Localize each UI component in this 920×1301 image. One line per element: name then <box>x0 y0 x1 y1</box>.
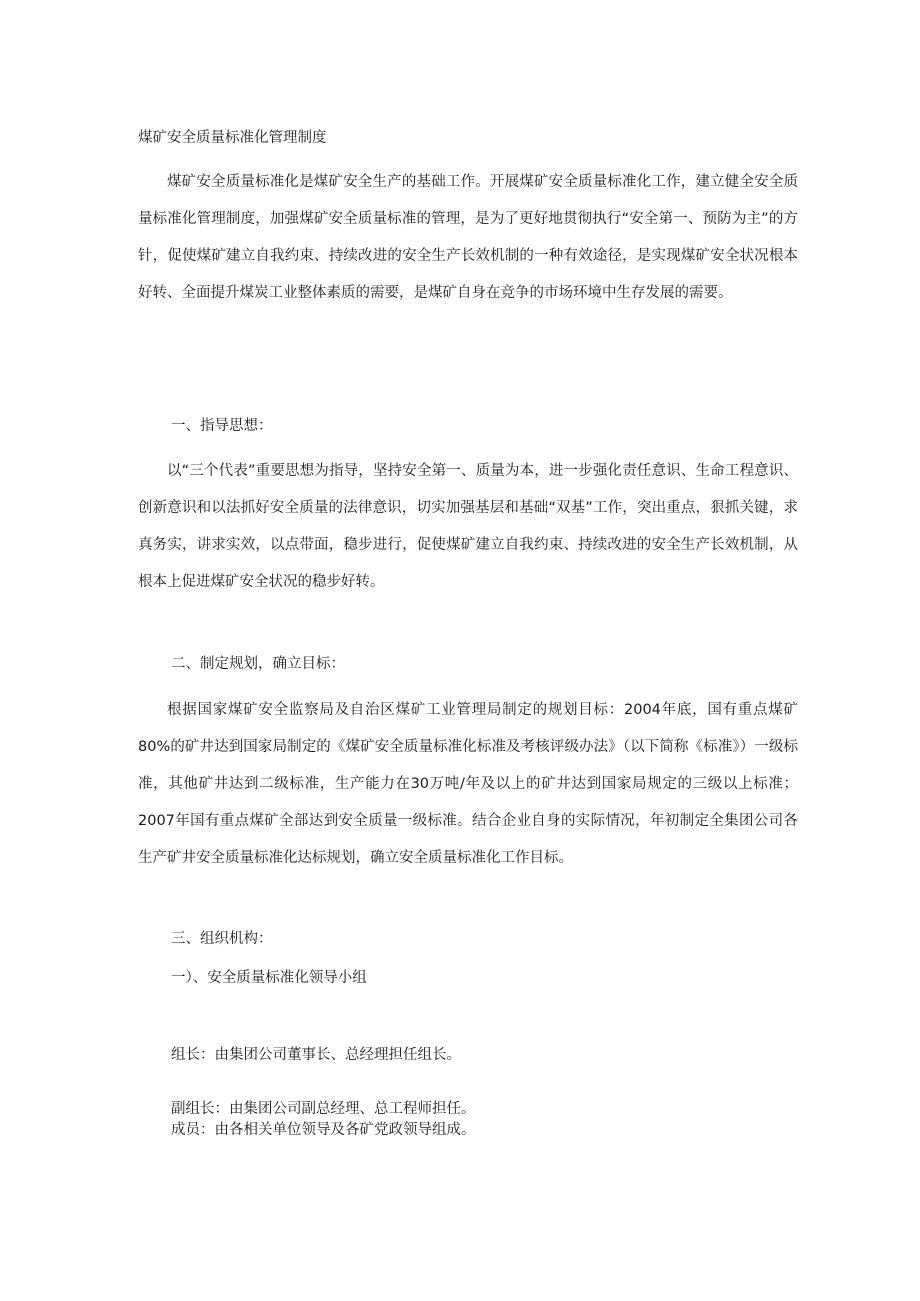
leader-line: 组长：由集团公司董事长、总经理担任组长。 <box>171 1047 461 1063</box>
section-body-guiding-ideology: 以“三个代表”重要思想为指导，坚持安全第一、质量为本，进一步强化责任意识、生命工程意识、创新意识和以法抓好安全质量的法律意识，切实加强基层和基础“双基”工作，突出重点，狠抓关键，求真务实，讲求实效，以点带面，稳步进行，促使煤矿建立自我约束、持续改进的安全生产长效机制，从根本上促进煤矿安全状况的稳步好转。 <box>138 463 798 590</box>
section-body-planning-goals: 根据国家煤矿安全监察局及自治区煤矿工业管理局制定的规划目标：2004年底，国有重点煤矿80%的矿井达到国家局制定的《煤矿安全质量标准化标准及考核评级办法》（以下简称《标准》）一级标准，其他矿井达到二级标准，生产能力在30万吨/年及以上的矿井达到国家局规定的三级以上标准；2007年国有重点煤矿全部达到安全质量一级标准。结合企业自身的实际情况，年初制定全集团公司各生产矿井安全质量标准化达标规划，确立安全质量标准化工作目标。 <box>138 702 798 866</box>
document-title: 煤矿安全质量标准化管理制度 <box>138 130 327 146</box>
intro-paragraph: 煤矿安全质量标准化是煤矿安全生产的基础工作。开展煤矿安全质量标准化工作，建立健全安全质量标准化管理制度，加强煤矿安全质量标准的管理，是为了更好地贯彻执行“安全第一、预防为主”的方针，促使煤矿建立自我约束、持续改进的安全生产长效机制的一种有效途径，是实现煤矿安全状况根本好转、全面提升煤炭工业整体素质的需要，是煤矿自身在竞争的市场环境中生存发展的需要。 <box>138 174 798 301</box>
section-heading-guiding-ideology: 一、指导思想： <box>171 418 273 434</box>
section-heading-organization: 三、组织机构： <box>171 931 273 947</box>
deputy-leader-line: 副组长：由集团公司副总经理、总工程师担任。 <box>171 1101 476 1117</box>
subsection-heading-leading-group: 一）、安全质量标准化领导小组 <box>171 970 367 986</box>
members-line: 成员：由各相关单位领导及各矿党政领导组成。 <box>171 1122 476 1138</box>
section-heading-planning-goals: 二、制定规划，确立目标： <box>171 656 345 672</box>
